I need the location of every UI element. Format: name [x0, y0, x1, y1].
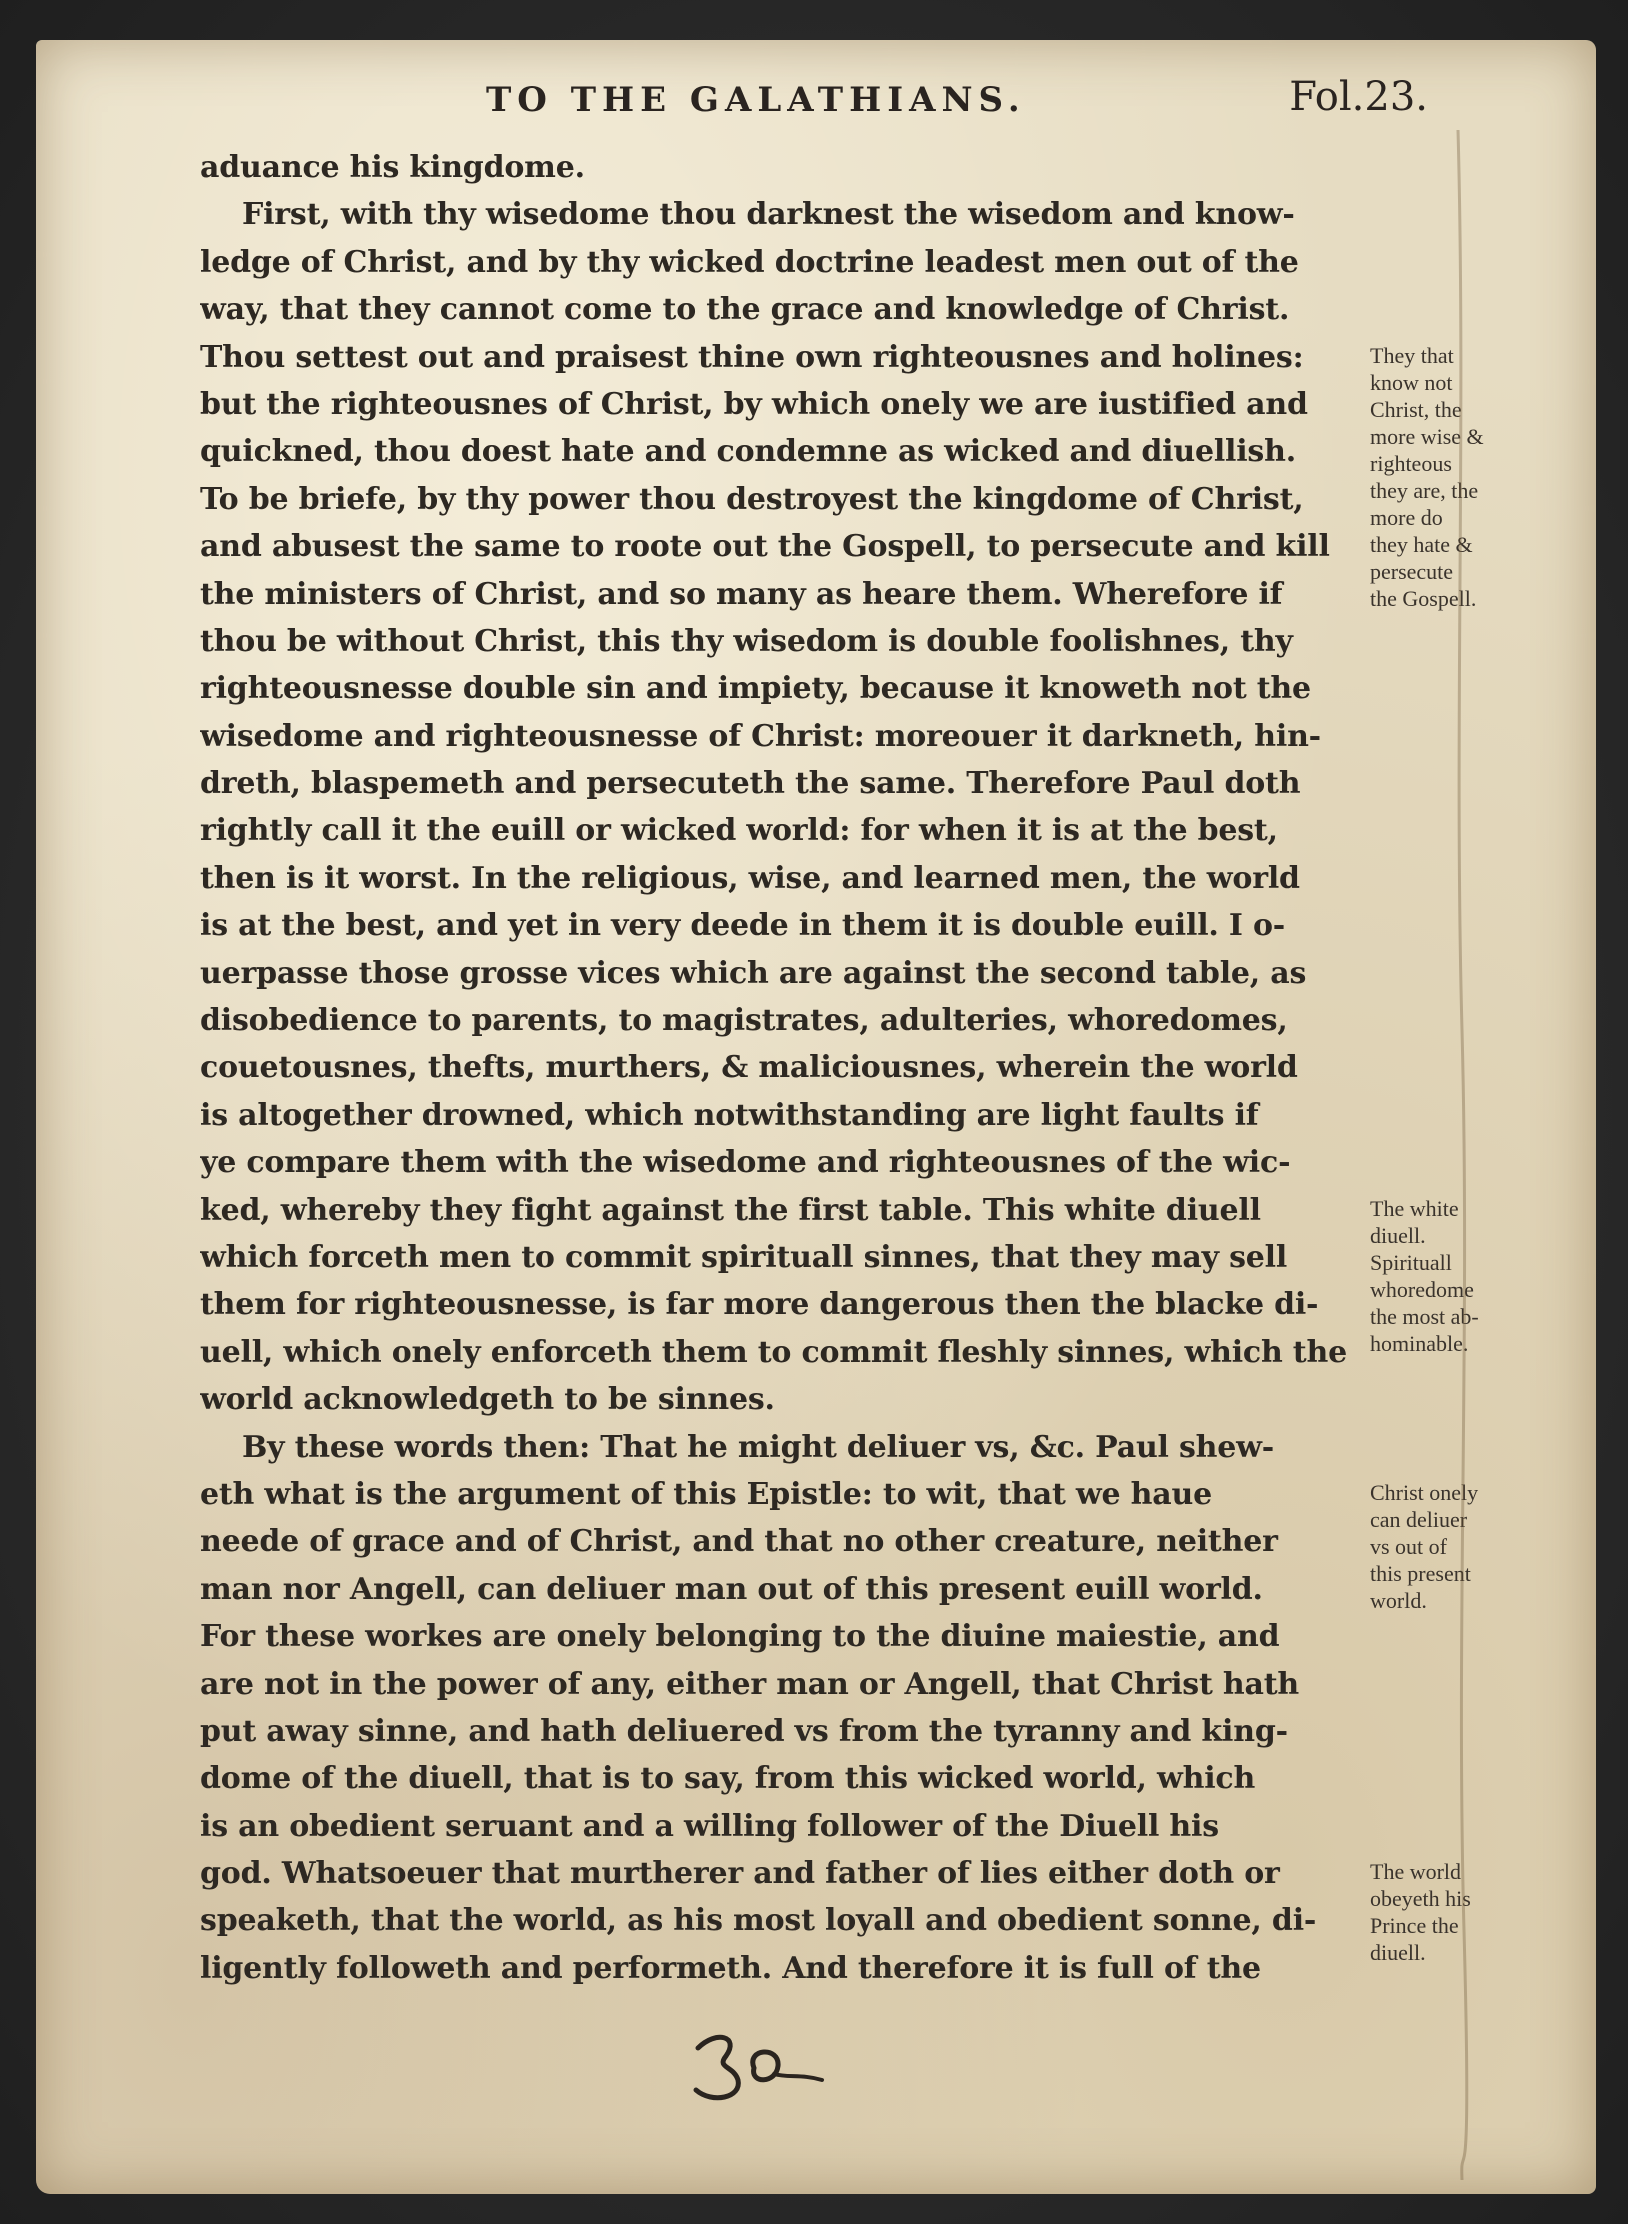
text-line: but the righteousnes of Christ, by which onely we are iustified and — [200, 386, 1308, 422]
text-line: are not in the power of any, either man or Angell, that Christ hath — [200, 1666, 1299, 1702]
text-line: ye compare them with the wisedome and righteousnes of the wic- — [200, 1145, 1291, 1181]
text-line: aduance his kingdome. — [200, 150, 585, 185]
binding-crease — [1448, 130, 1478, 2180]
text-line: which forceth men to commit spirituall sinnes, that they may sell — [200, 1239, 1288, 1275]
margin-note-line: can deliuer — [1370, 1507, 1468, 1533]
text-line: By these words then: That he might deliuer vs, &c. Paul shew- — [242, 1429, 1275, 1465]
margin-note-line: They that — [1370, 342, 1454, 368]
margin-note-line: more wise & — [1370, 423, 1484, 449]
margin-note-line: The world — [1370, 1859, 1462, 1885]
margin-note-line: Spirituall — [1370, 1249, 1452, 1275]
text-line: is at the best, and yet in very deede in them it is double euill. I o- — [200, 908, 1286, 944]
margin-note-line: obeyeth his — [1370, 1886, 1471, 1912]
margin-note-line: they hate & — [1370, 531, 1473, 557]
margin-note-line: diuell. — [1370, 1940, 1426, 1966]
text-line: speaketh, that the world, as his most loyall and obedient sonne, di- — [200, 1903, 1317, 1939]
text-line: put away sinne, and hath deliuered vs from the tyranny and king- — [200, 1713, 1288, 1749]
text-line: uell, which onely enforceth them to commit fleshly sinnes, which the — [200, 1334, 1347, 1370]
text-line: then is it worst. In the religious, wise, and learned men, the world — [200, 860, 1300, 896]
text-line: ledge of Christ, and by thy wicked doctrine leadest men out of the — [200, 244, 1299, 280]
text-line: the ministers of Christ, and so many as heare them. Wherefore if — [200, 576, 1283, 612]
body-text — [200, 144, 1410, 1992]
text-line: dreth, blaspemeth and persecuteth the same. Therefore Paul doth — [200, 766, 1301, 802]
margin-note-line: world. — [1370, 1588, 1427, 1614]
text-line: To be briefe, by thy power thou destroyest the kingdome of Christ, — [200, 481, 1304, 517]
text-line: couetousnes, thefts, murthers, & maliciousnes, wherein the world — [200, 1050, 1298, 1086]
margin-note-line: Christ onely — [1370, 1480, 1479, 1506]
text-line: thou be without Christ, this thy wisedom is double foolishnes, thy — [200, 623, 1293, 659]
text-line: way, that they cannot come to the grace and knowledge of Christ. — [200, 292, 1290, 328]
text-line: world acknowledgeth to be sinnes. — [200, 1382, 775, 1418]
margin-note-line: the most ab- — [1370, 1303, 1479, 1329]
margin-note-line: righteous — [1370, 450, 1452, 476]
margin-note-line: vs out of — [1370, 1534, 1447, 1560]
text-line: quickned, thou doest hate and condemne as wicked and diuellish. — [200, 434, 1296, 470]
margin-note-line: Christ, the — [1370, 396, 1462, 422]
text-line: wisedome and righteousnesse of Christ: moreouer it darkneth, hin- — [200, 718, 1321, 754]
margin-note-line: persecute — [1370, 558, 1454, 584]
text-line: rightly call it the euill or wicked world: for when it is at the best, — [200, 813, 1278, 849]
text-line: is altogether drowned, which notwithstanding are light faults if — [200, 1097, 1259, 1133]
running-title: TO THE GALATHIANS. — [486, 80, 1026, 120]
folio-number: Fol.23. — [1289, 74, 1428, 120]
text-line: righteousnesse double sin and impiety, because it knoweth not the — [200, 671, 1311, 707]
text-line: neede of grace and of Christ, and that no other creature, neither — [200, 1524, 1278, 1560]
book-page — [36, 40, 1596, 2194]
text-line: ligently followeth and performeth. And therefore it is full of the — [200, 1950, 1261, 1986]
text-line: Thou settest out and praisest thine own righteousnes and holines: — [200, 339, 1304, 375]
margin-note-line: the Gospell. — [1370, 585, 1477, 611]
text-line: and abusest the same to roote out the Gospell, to persecute and kill — [200, 529, 1330, 565]
text-line: uerpasse those grosse vices which are against the second table, as — [200, 955, 1307, 991]
text-line: dome of the diuell, that is to say, from this wicked world, which — [200, 1761, 1256, 1797]
text-line: man nor Angell, can deliuer man out of this present euill world. — [200, 1571, 1263, 1607]
margin-note-line: more do — [1370, 504, 1443, 530]
margin-note-line: diuell. — [1370, 1222, 1426, 1248]
margin-note-line: they are, the — [1370, 477, 1479, 503]
text-line: god. Whatsoeuer that murtherer and father of lies either doth or — [200, 1856, 1280, 1892]
text-line: disobedience to parents, to magistrates, adulteries, whoredomes, — [200, 1003, 1288, 1039]
margin-note-line: know not — [1370, 369, 1453, 395]
margin-note-line: Prince the — [1370, 1913, 1459, 1939]
text-line: is an obedient seruant and a willing follower of the Diuell his — [200, 1808, 1219, 1844]
margin-note-line: this present — [1370, 1561, 1471, 1587]
margin-note-line: The white — [1370, 1195, 1459, 1221]
text-line: ked, whereby they fight against the first table. This white diuell — [200, 1192, 1261, 1228]
margin-note-line: hominable. — [1370, 1330, 1469, 1356]
running-head — [36, 74, 1596, 140]
text-line: them for righteousnesse, is far more dangerous then the blacke di- — [200, 1287, 1319, 1323]
handwritten-page-number — [676, 2018, 836, 2108]
text-line: First, with thy wisedome thou darknest the wisedom and know- — [242, 197, 1295, 233]
text-line: eth what is the argument of this Epistle: to wit, that we haue — [200, 1476, 1213, 1512]
text-line: For these workes are onely belonging to the diuine maiestie, and — [200, 1619, 1280, 1655]
margin-note-line: whoredome — [1370, 1276, 1474, 1302]
